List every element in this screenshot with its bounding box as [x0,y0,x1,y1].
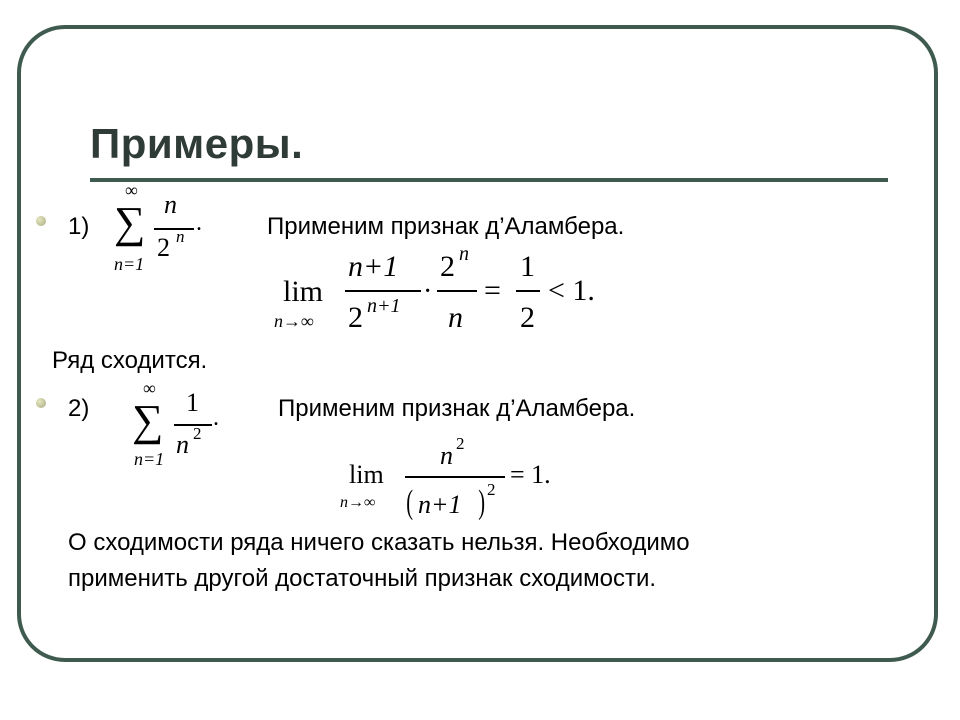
fraction-bar [516,290,540,292]
half-denominator: 2 [520,301,535,334]
sum-lower-limit: n=1 [114,254,145,274]
multiply-dot: · [423,276,433,307]
item-2-number: 2) [68,395,90,422]
paren-open: ( [406,484,414,521]
denominator-square: 2 [487,480,496,499]
bullet-icon [36,216,46,226]
lim-subscript: n→∞ [274,311,314,331]
equals-sign: = [484,274,501,307]
bullet-icon [36,398,46,408]
slide-title: Примеры. [90,120,304,167]
frac2-denominator: n [448,301,463,334]
item-1-number: 1) [68,213,90,240]
title-underline [90,178,888,182]
fraction-bar [437,290,477,292]
lim-word: lim [349,460,384,489]
period: . [213,405,219,431]
denominator-n-plus-1: n+1 [418,490,462,519]
conclusion-inconclusive-line1: О сходимости ряда ничего сказать нельзя. Необходимо [68,529,690,556]
denominator-exponent: n [176,227,185,246]
fraction-bar [405,476,505,478]
paren-close: ) [478,484,486,521]
denominator-base-2: 2 [157,233,170,262]
frac1-denominator-exponent: n+1 [367,295,401,317]
sum-upper-limit: ∞ [143,378,156,398]
lim-word: lim [283,275,324,308]
sum-symbol: ∑ [132,396,164,445]
fraction-bar [345,290,421,292]
frac2-numerator-exponent: n [459,243,469,265]
denominator-n: n [176,430,189,459]
conclusion-inconclusive-line2: применить другой достаточный признак сходимости. [68,565,657,592]
numerator-n: n [440,441,453,470]
frac1-denominator-base: 2 [348,301,363,334]
numerator-n: n [164,190,177,219]
fraction-bar [154,228,194,230]
frac1-numerator: n+1 [348,250,399,283]
item-2-method: Применим признак д’Аламбера. [278,395,636,422]
lim-subscript: n→∞ [340,494,376,511]
item-1-method: Применим признак д’Аламбера. [267,213,625,240]
equals-one: = 1. [510,460,551,489]
sum-symbol: ∑ [114,198,146,247]
denominator-square: 2 [193,424,202,443]
numerator-square: 2 [456,434,465,453]
frac2-numerator-base: 2 [440,250,455,283]
sum-upper-limit: ∞ [125,180,138,200]
sum-lower-limit: n=1 [134,449,165,469]
numerator-one: 1 [186,388,199,417]
period: . [196,210,202,236]
conclusion-converges: Ряд сходится. [52,347,208,374]
less-than-one: < 1. [548,274,595,307]
half-numerator: 1 [520,250,535,283]
